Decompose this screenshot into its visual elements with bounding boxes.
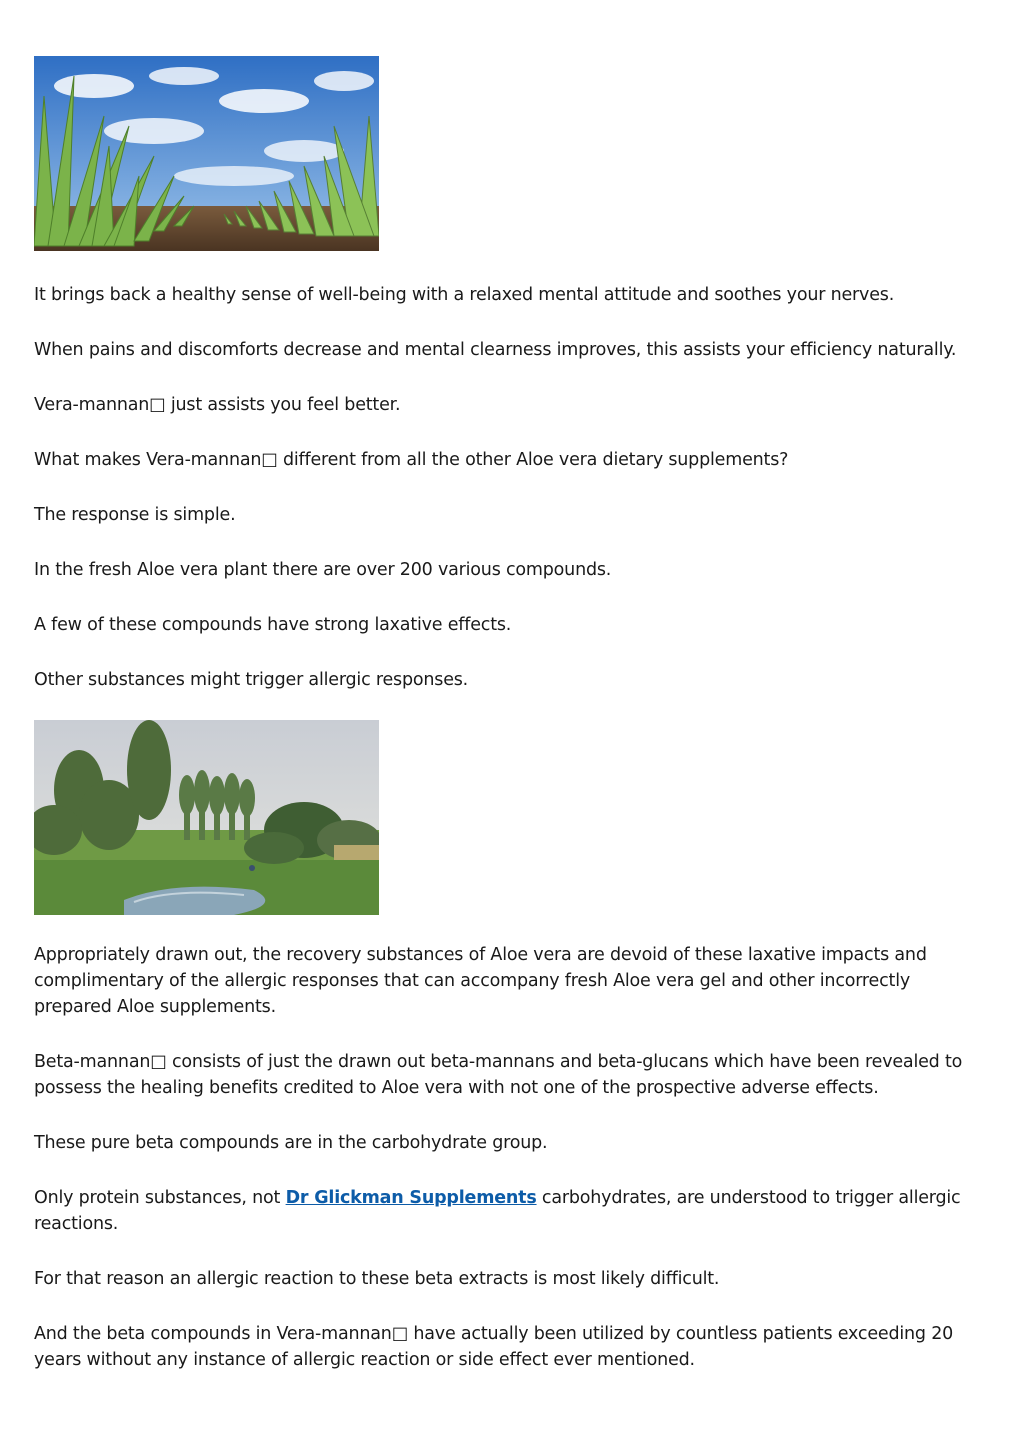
document-page [34,56,984,1373]
paragraph: In the fresh Aloe vera plant there are over 200 various compounds. [34,560,612,580]
landscape-painting [34,720,379,915]
paragraph: Appropriately drawn out, the recovery substances of Aloe vera are devoid of these laxative impacts and complimentary of the allergic responses that can accompany fresh Aloe vera gel and other incorrectly prepared Aloe supplements. [34,945,927,1017]
paragraph: Other substances might trigger allergic responses. [34,670,469,690]
paragraph-with-link [34,1185,984,1237]
aloe-field-photo [34,56,379,251]
paragraph: It brings back a healthy sense of well-being with a relaxed mental attitude and soothes your nerves. [34,285,895,305]
link-paragraph-after: carbohydrates, are understood to trigger allergic reactions. [34,1188,961,1234]
paragraph: For that reason an allergic reaction to these beta extracts is most likely difficult. [34,1269,720,1289]
link-paragraph-before: Only protein substances, not [34,1188,286,1208]
paragraph: The response is simple. [34,505,236,525]
paragraph: And the beta compounds in Vera-mannan□ have actually been utilized by countless patients exceeding 20 years without any instance of allergic reaction or side effect ever mentioned. [34,1324,954,1370]
paragraph: A few of these compounds have strong laxative effects. [34,615,512,635]
paragraph: What makes Vera-mannan□ different from all the other Aloe vera dietary supplements? [34,450,789,470]
paragraph: Vera-mannan□ just assists you feel better. [34,395,401,415]
paragraph: When pains and discomforts decrease and mental clearness improves, this assists your efficiency naturally. [34,340,957,360]
paragraph: Beta-mannan□ consists of just the drawn out beta-mannans and beta-glucans which have been revealed to possess the healing benefits credited to Aloe vera with not one of the prospective adverse effects. [34,1052,963,1098]
paragraph: These pure beta compounds are in the carbohydrate group. [34,1133,548,1153]
dr-glickman-supplements-link[interactable]: Dr Glickman Supplements [285,1188,537,1208]
